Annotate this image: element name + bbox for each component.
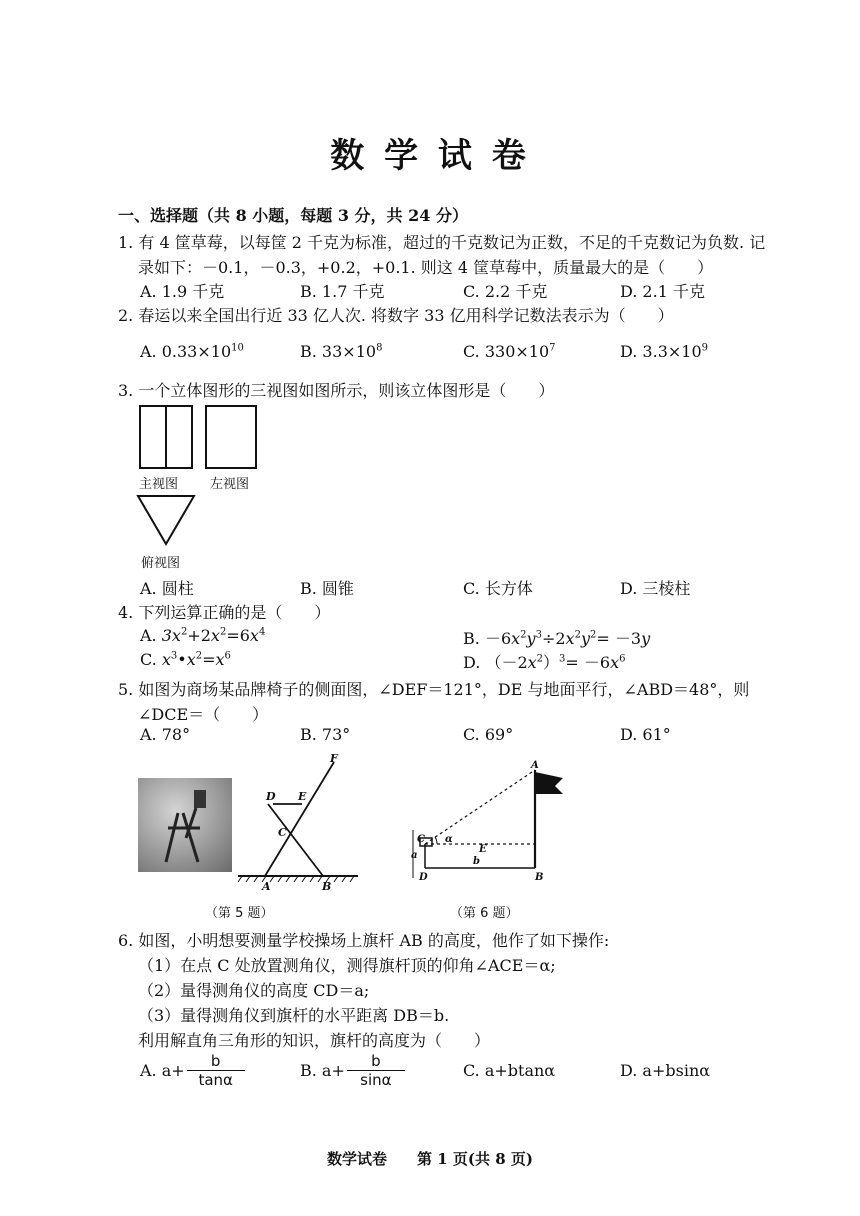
q2-text: 2. 春运以来全国出行近 33 亿人次. 将数字 33 亿用科学记数法表示为（ ） [118, 306, 674, 325]
front-view [140, 406, 192, 468]
front-view-label: 主视图 [139, 477, 179, 492]
point-d: D [266, 790, 276, 803]
label-alpha-angle: α [445, 834, 453, 845]
point-c-instrument: C [417, 834, 425, 845]
chair-photo [138, 778, 232, 872]
left-view-label: 左视图 [210, 477, 250, 492]
label-a-height: a [411, 850, 418, 861]
q6-step1: （1）在点 C 处放置测角仪，测得旗杆顶的仰角∠ACE＝α; [138, 956, 556, 975]
q5-figure-caption: （第 5 题） [205, 906, 274, 921]
point-a: A [262, 880, 271, 892]
q4-option-b: B. $-6x^2y^3\div 2x^2y^2= -3y$ [463, 629, 651, 648]
q6-step3: （3）量得测角仪到旗杆的水平距离 DB＝b. [138, 1006, 450, 1025]
q1-option-b: B. 1.7 千克 [300, 282, 385, 301]
top-view [138, 496, 194, 544]
point-e-horizontal: E [479, 844, 487, 855]
fraction-numerator: b [371, 1052, 381, 1070]
q3-option-a: A. 圆柱 [140, 579, 194, 598]
q2-option-b: B. $33\times 10^8$ [300, 342, 383, 361]
q1-option-a: A. 1.9 千克 [140, 282, 225, 301]
q6-option-b: B. a+ $\frac{b}{\sin\alpha}$ [300, 1052, 405, 1089]
q6-option-a: A. a+ $\frac{b}{\tan\alpha}$ [140, 1052, 245, 1089]
point-c: C [278, 826, 287, 839]
q4-option-d: D. $(-2x^2)^3= -6x^6$ [463, 653, 626, 672]
q3-option-c: C. 长方体 [463, 579, 533, 598]
q6-step2: （2）量得测角仪的高度 CD＝a; [138, 981, 370, 1000]
fraction-denominator: tanα [198, 1071, 233, 1089]
point-e: E [298, 790, 307, 803]
q3-option-b: B. 圆锥 [300, 579, 354, 598]
q2-option-a: A. $0.33\times 10^{10}$ [140, 342, 244, 361]
q4-option-a: A. $3x^2+2x^2=6x^4$ [140, 626, 266, 645]
page-footer: 数学试卷 第 1 页(共 8 页) [327, 1150, 533, 1168]
q1-option-d: D. 2.1 千克 [620, 282, 705, 301]
point-b: B [322, 880, 332, 892]
q5-option-b: B. 73° [300, 725, 351, 744]
q6-flagpole-diagram [405, 758, 570, 888]
fraction-numerator: b [210, 1052, 221, 1070]
page-title: 数 学 试 卷 [330, 136, 530, 176]
q3-text: 3. 一个立体图形的三视图如图所示，则该立体图形是（ ） [118, 381, 555, 400]
q5-chair-diagram [238, 752, 368, 892]
q6-line5: 利用解直角三角形的知识，旗杆的高度为（ ） [138, 1031, 491, 1050]
q6-option-c: C. a+btanα [463, 1061, 556, 1080]
point-d-ground: D [419, 872, 428, 883]
q2-option-d: D. $3.3\times 10^9$ [620, 342, 709, 361]
q6-figure-caption: （第 6 题） [450, 906, 519, 921]
point-a-flag: A [531, 760, 539, 771]
q5-line1: 5. 如图为商场某品牌椅子的侧面图，∠DEF＝121°，DE 与地面平行，∠ABD＝48°，则 [118, 680, 750, 699]
point-f: F [330, 752, 338, 765]
point-b-base: B [535, 872, 544, 883]
q5-line2: ∠DCE＝（ ） [138, 705, 269, 724]
q6-line1: 6. 如图，小明想要测量学校操场上旗杆 AB 的高度，他作了如下操作: [118, 931, 610, 950]
q1-line1: 1. 有 4 筐草莓，以每筐 2 千克为标准，超过的千克数记为正数，不足的千克数记为负数. 记 [118, 233, 766, 252]
q5-option-a: A. 78° [140, 725, 191, 744]
q5-option-c: C. 69° [463, 725, 514, 744]
q1-line2: 录如下：－0.1，－0.3，+0.2，+0.1. 则这 4 筐草莓中，质量最大的是（ ） [138, 258, 714, 277]
top-view-label: 俯视图 [141, 556, 181, 571]
q2-option-c: C. $330\times 10^7$ [463, 342, 556, 361]
q4-text: 4. 下列运算正确的是（ ） [118, 603, 331, 622]
q4-option-c: C. $x^3•x^2=x^6$ [140, 650, 231, 669]
q6-option-d: D. a+bsinα [620, 1061, 711, 1080]
fraction-denominator: sinα [360, 1071, 392, 1089]
q3-option-d: D. 三棱柱 [620, 579, 691, 598]
q1-option-c: C. 2.2 千克 [463, 282, 548, 301]
section-heading: 一、选择题（共 8 小题，每题 3 分，共 24 分） [118, 206, 468, 225]
q5-option-d: D. 61° [620, 725, 671, 744]
left-view [206, 406, 256, 468]
label-b-distance: b [473, 856, 480, 867]
